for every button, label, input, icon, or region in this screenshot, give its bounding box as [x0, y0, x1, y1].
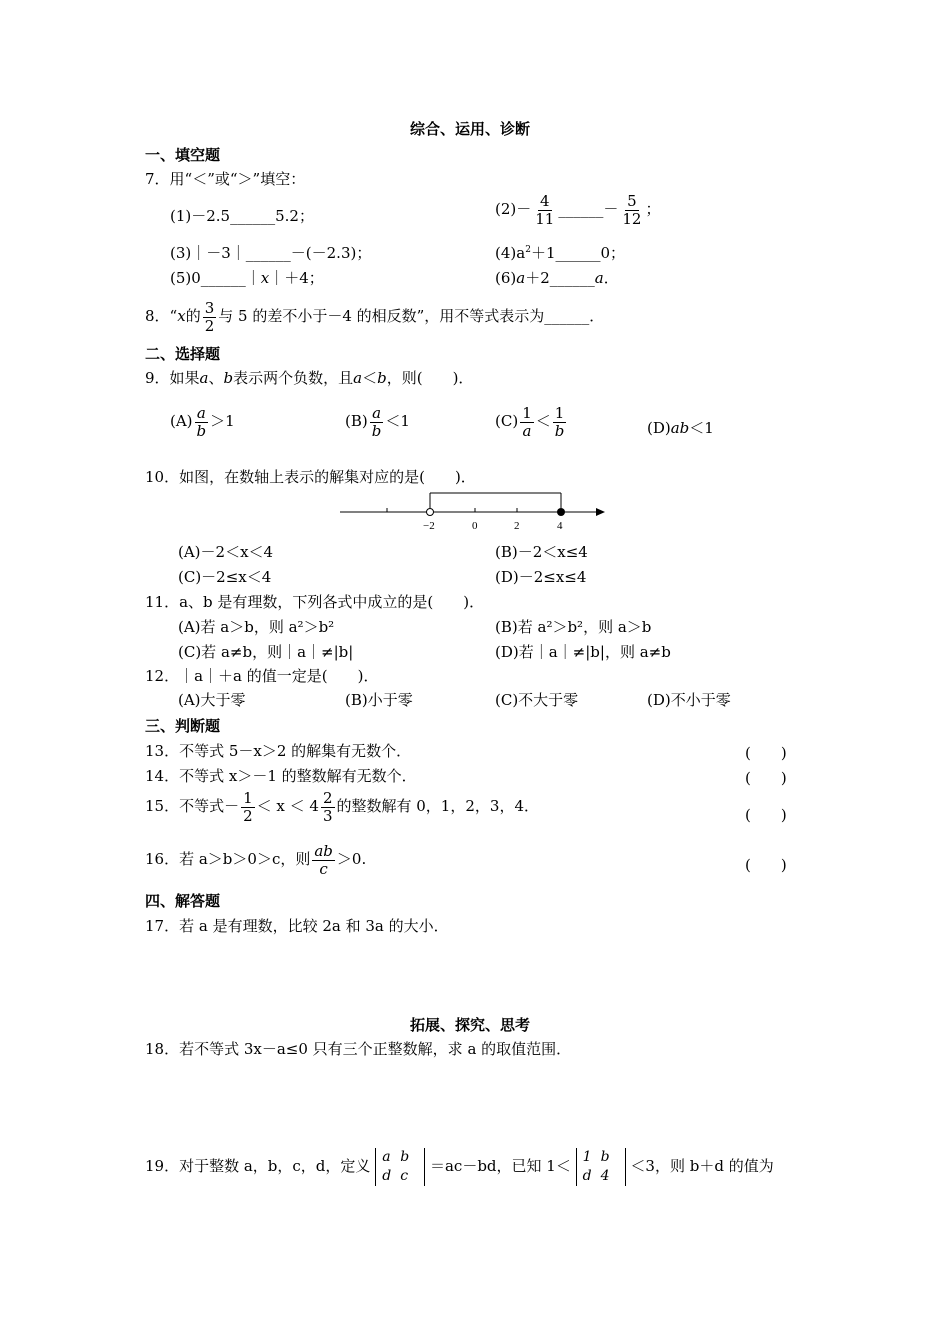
number-line-figure	[335, 488, 615, 533]
heading-true-false: 三、判断题	[145, 717, 221, 735]
heading-choice: 二、选择题	[145, 345, 221, 363]
q17-text: 17．若 a 是有理数，比较 2a 和 3a 的大小．	[145, 917, 449, 935]
q7-part4: $(4)a^2+1\_\_\_\_\_\_0$；	[495, 244, 626, 262]
q7-part6: (6)a＋2______a．	[495, 269, 619, 287]
q7-part3: (3)｜－3｜______－(－2.3)；	[170, 244, 372, 262]
q11-option-c[interactable]: (C)若 a≠b，则｜a｜≠|b|	[178, 643, 354, 661]
q9-option-d[interactable]: (D)ab＜1	[647, 419, 714, 437]
q11-option-d[interactable]: (D)若｜a｜≠|b|，则 a≠b	[495, 643, 671, 661]
q13-text: 13．不等式 5－x＞2 的解集有无数个．	[145, 742, 412, 760]
q10-option-a[interactable]: (A)－2＜x＜4	[178, 543, 274, 561]
q14-text: 14．不等式 x＞－1 的整数解有无数个．	[145, 767, 417, 785]
tick-label-4: 4	[557, 520, 563, 532]
tick-label-neg2: −2	[423, 520, 435, 532]
q7-part1: (1)－2.5______5.2；	[170, 207, 314, 225]
q11-option-b[interactable]: (B)若 a²＞b²，则 a＞b	[495, 618, 652, 636]
heading-fill-blank: 一、填空题	[145, 146, 221, 164]
q12-option-b[interactable]: (B)小于零	[345, 691, 413, 709]
q15-text: 15．不等式－ $\frac{1}{2}$ ＜ x ＜ 4 $\frac{2}{3}$ 的整数解有 0，1，2，3，4．	[145, 789, 539, 825]
section-title-2: 拓展、探究、思考	[410, 1016, 531, 1034]
q11-option-a[interactable]: (A)若 a＞b，则 a²＞b²	[178, 618, 335, 636]
open-point-neg2	[427, 509, 434, 516]
q10-option-d[interactable]: (D)－2≤x≤4	[495, 568, 587, 586]
q9-stem: 9．如果a、b表示两个负数，且a＜b，则( )．	[145, 369, 474, 387]
q13-answer-paren[interactable]: ( )	[745, 744, 787, 762]
determinant-given: 1 b d 4	[576, 1148, 626, 1186]
q9-option-a[interactable]: (A) $\frac{a}{b}$ ＞1	[170, 404, 235, 440]
section-title-1: 综合、运用、诊断	[410, 120, 531, 138]
determinant-definition: a b d c	[375, 1148, 425, 1186]
heading-solve: 四、解答题	[145, 892, 221, 910]
q18-text: 18．若不等式 3x－a≤0 只有三个正整数解，求 a 的取值范围．	[145, 1040, 572, 1058]
tick-label-2: 2	[514, 520, 520, 532]
q8: 8．“x的 $\frac{3}{2}$ 与 5 的差不小于－4 的相反数”，用不等式表示为______．	[145, 299, 605, 335]
q7-stem: 7．用“＜”或“＞”填空：	[145, 170, 306, 188]
q11-stem: 11．a、b 是有理数，下列各式中成立的是( )．	[145, 593, 485, 611]
q12-option-a[interactable]: (A)大于零	[178, 691, 246, 709]
q16-text: 16．若 a＞b＞0＞c，则 $\frac{ab}{c}$ ＞0.	[145, 842, 367, 878]
q7-part5: (5)0______｜x｜＋4；	[170, 269, 324, 287]
closed-point-4	[557, 508, 565, 516]
q10-option-c[interactable]: (C)－2≤x＜4	[178, 568, 272, 586]
q9-option-c[interactable]: (C) $\frac{1}{a}$ ＜ $\frac{1}{b}$	[495, 404, 565, 440]
tick-label-0: 0	[472, 520, 478, 532]
q12-option-c[interactable]: (C)不大于零	[495, 691, 579, 709]
q19-text: 19．对于整数 a，b，c，d，定义 a b d c ＝ac－bd，已知 1＜ 1 b d 4 ＜3，则 b＋d 的值为	[145, 1149, 774, 1184]
q12-stem: 12．｜a｜＋a 的值一定是( )．	[145, 667, 379, 685]
q14-answer-paren[interactable]: ( )	[745, 769, 787, 787]
q16-answer-paren[interactable]: ( )	[745, 856, 787, 874]
q12-option-d[interactable]: (D)不小于零	[647, 691, 731, 709]
q15-answer-paren[interactable]: ( )	[745, 806, 787, 824]
q10-option-b[interactable]: (B)－2＜x≤4	[495, 543, 588, 561]
q10-stem: 10．如图，在数轴上表示的解集对应的是( )．	[145, 468, 476, 486]
q7-part2: (2)－ $\frac{4}{11}$ ______－ $\frac{5}{12}$ ；	[495, 192, 661, 228]
axis-arrow	[596, 508, 605, 516]
q9-option-b[interactable]: (B) $\frac{a}{b}$ ＜1	[345, 404, 410, 440]
